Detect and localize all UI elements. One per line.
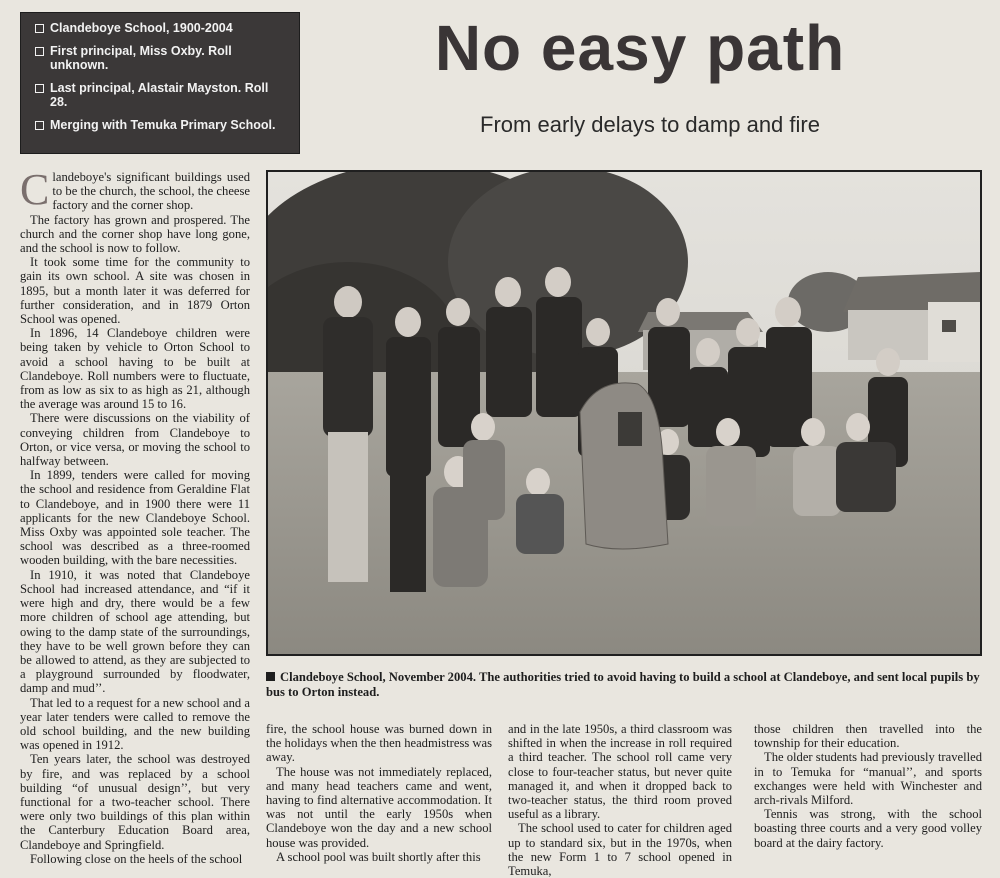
article-paragraph: That led to a request for a new school and a year later tenders were called to remove the old school building, and the new building was opened in 1912. <box>20 695 250 753</box>
school-group-photo <box>266 170 982 656</box>
checkbox-bullet-icon <box>35 47 44 56</box>
article-column-4 <box>754 722 982 850</box>
caption-square-icon <box>266 672 275 681</box>
article-paragraph: In 1899, tenders were called for moving the school and residence from Geraldine Flat to Clandeboye, and in 1900 there were 11 applicants for the new Clandeboye School. Miss Oxby was appointed sole teacher. The school was described as a three-roomed wooden building, with the bare necessities. <box>20 468 250 568</box>
article-paragraph: The school used to cater for children aged up to standard six, but in the 1970s, when the new Form 1 to 7 school opened in Temuka, <box>508 821 732 878</box>
article-paragraph: fire, the school house was burned down in the holidays when the then headmistress was away. <box>266 722 492 765</box>
checkbox-bullet-icon <box>35 84 44 93</box>
drop-cap: C <box>20 165 50 214</box>
fact-item <box>35 118 289 132</box>
headline: No easy path <box>434 12 846 84</box>
fact-text: Last principal, Alastair Mayston. Roll 28. <box>50 81 269 109</box>
fact-item <box>35 81 289 109</box>
photo-illustration <box>268 172 980 654</box>
article-paragraph: It took some time for the community to gain its own school. A site was chosen in 1895, but a month later it was deferred for further consideration, and in 1879 Orton School was opened. <box>20 255 250 327</box>
article-paragraph: In 1896, 14 Clandeboye children were being taken by vehicle to Orton School to avoid a school having to be built at Clandeboye. Roll numbers were to fluctuate, from as low as six to as high as 21, although the average was around 15 to 16. <box>20 326 250 412</box>
fact-text: Merging with Temuka Primary School. <box>50 118 276 132</box>
article-paragraph: Following close on the heels of the school <box>30 851 243 866</box>
article-paragraph: The older students had previously travelled in to Temuka for “manual’’, and sports exchanges were held with Winchester and arch-rivals Milford. <box>754 750 982 808</box>
article-paragraph: and in the late 1950s, a third classroom was shifted in when the increase in roll required a third teacher. The school roll came very close to four-teacher status, but never quite managed it, and when it dropped back to two-teacher status, the third room proved useful as a library. <box>508 722 732 822</box>
checkbox-bullet-icon <box>35 24 44 33</box>
fact-text: First principal, Miss Oxby. Roll unknown. <box>50 44 232 72</box>
subheadline: From early delays to damp and fire <box>480 112 820 137</box>
plaque <box>618 412 642 446</box>
article-column-2 <box>266 722 492 864</box>
fact-item <box>35 44 289 72</box>
article-paragraph: The factory has grown and prospered. The church and the corner shop have long gone, and the school is now to follow. <box>20 212 250 256</box>
article-paragraph: A school pool was built shortly after this <box>276 849 481 864</box>
article-paragraph: The house was not immediately replaced, and many head teachers came and went, having to find alternative accommodation. It was not until the early 1950s when Clandeboye won the day and a new school house was provided. <box>266 764 492 850</box>
article-paragraph: Ten years later, the school was destroyed by fire, and was replaced by a school building “of unusual design’’, but very functional for a two-teacher school. There were only two buildings of this plan within the Canterbury Education Board area, Clandeboye and Springfield. <box>20 752 250 852</box>
fact-item <box>35 21 289 35</box>
article-paragraph: those children then travelled into the township for their education. <box>754 722 982 751</box>
article-paragraph: Tennis was strong, with the school boasting three courts and a very good volley board at the dairy factory. <box>754 807 982 850</box>
article-paragraph: There were discussions on the viability of conveying children from Clandeboye to Orton, or vice versa, or moving the school to halfway between. <box>20 411 250 469</box>
article-column-3 <box>508 722 732 878</box>
photo-caption: Clandeboye School, November 2004. The authorities tried to avoid having to build a school at Clandeboye, and sent local pupils by bus to Orton instead. <box>266 670 980 699</box>
fact-box <box>20 12 300 154</box>
fact-text: Clandeboye School, 1900-2004 <box>50 21 233 35</box>
checkbox-bullet-icon <box>35 121 44 130</box>
article-column-1 <box>20 165 250 866</box>
article-paragraph: Clandeboye's significant buildings used to be the church, the school, the cheese factory and the corner shop. <box>20 165 250 214</box>
article-paragraph: In 1910, it was noted that Clandeboye School had increased attendance, and “if it were high and dry, there would be a few more children of school age attending, but owing to the damp state of the surroundings, they have to be well grown before they can be allowed to attend, as they are subjected to a playground surrounded by floodwater, damp and mud’’. <box>20 567 250 696</box>
